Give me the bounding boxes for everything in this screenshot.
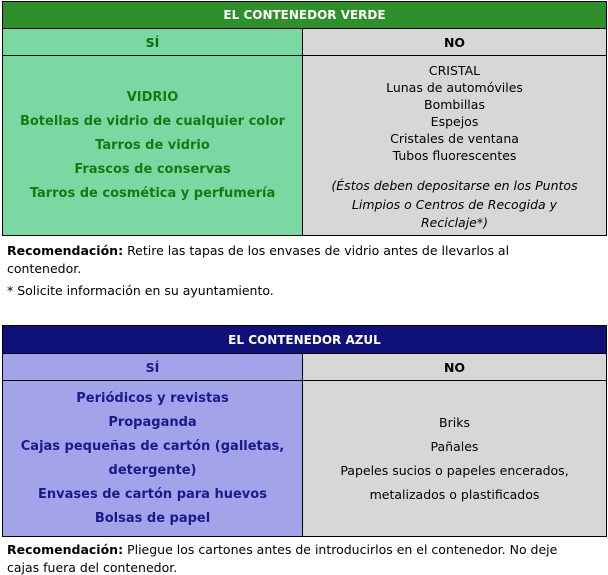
blue-no-header: NO xyxy=(303,354,607,381)
blue-yes-header: SÍ xyxy=(3,354,303,381)
green-table-title: EL CONTENEDOR VERDE xyxy=(3,2,607,29)
green-recommendation xyxy=(7,242,587,278)
green-yes-header: SÍ xyxy=(3,29,303,56)
green-no-item: Cristales de ventana xyxy=(390,131,519,146)
green-no-item: Bombillas xyxy=(424,97,485,112)
blue-yes-item: detergente) xyxy=(108,462,197,478)
blue-yes-item: Cajas pequeñas de cartón (galletas, xyxy=(20,438,285,454)
green-yes-cell xyxy=(3,56,303,236)
blue-yes-item: Propaganda xyxy=(108,414,197,430)
green-yes-item: Botellas de vidrio de cualquier color xyxy=(19,113,286,129)
blue-yes-item: Bolsas de papel xyxy=(94,510,211,526)
blue-yes-item: Periódicos y revistas xyxy=(76,390,229,406)
recommendation-label: Recomendación: xyxy=(7,243,124,258)
recommendation-label: Recomendación: xyxy=(7,542,124,557)
blue-container-table xyxy=(2,325,607,537)
blue-no-item: Pañales xyxy=(430,438,479,454)
green-no-note: (Éstos deben depositarse en los Puntos Limpios o Centros de Recogida y Reciclaje*) xyxy=(331,178,578,230)
green-yes-item: VIDRIO xyxy=(126,89,179,105)
blue-table-title: EL CONTENEDOR AZUL xyxy=(3,326,607,354)
blue-no-item: Briks xyxy=(439,414,470,430)
green-container-table xyxy=(2,1,607,236)
green-no-cell xyxy=(303,56,607,236)
green-yes-item: Tarros de vidrio xyxy=(95,137,210,153)
blue-recommendation xyxy=(7,541,587,575)
green-no-item: CRISTAL xyxy=(428,63,481,78)
green-footnote: * Solicite información en su ayuntamiento. xyxy=(7,283,274,298)
blue-no-item: Papeles sucios o papeles encerados, xyxy=(340,462,569,478)
green-no-item: Lunas de automóviles xyxy=(386,80,523,95)
green-no-item: Espejos xyxy=(430,114,479,129)
green-yes-item: Tarros de cosmética y perfumería xyxy=(29,185,276,201)
blue-yes-cell xyxy=(3,381,303,537)
recommendation-text: Pliegue los cartones antes de introducirlos en el contenedor. No deje cajas fuera del contenedor. xyxy=(7,542,558,575)
green-no-item: Tubos fluorescentes xyxy=(392,148,517,163)
blue-no-cell xyxy=(303,381,607,537)
recommendation-text: Retire las tapas de los envases de vidrio antes de llevarlos al contenedor. xyxy=(7,243,510,276)
blue-yes-item: Envases de cartón para huevos xyxy=(38,486,267,502)
green-no-header: NO xyxy=(303,29,607,56)
blue-no-item: metalizados o plastificados xyxy=(369,486,540,502)
green-yes-item: Frascos de conservas xyxy=(74,161,231,177)
